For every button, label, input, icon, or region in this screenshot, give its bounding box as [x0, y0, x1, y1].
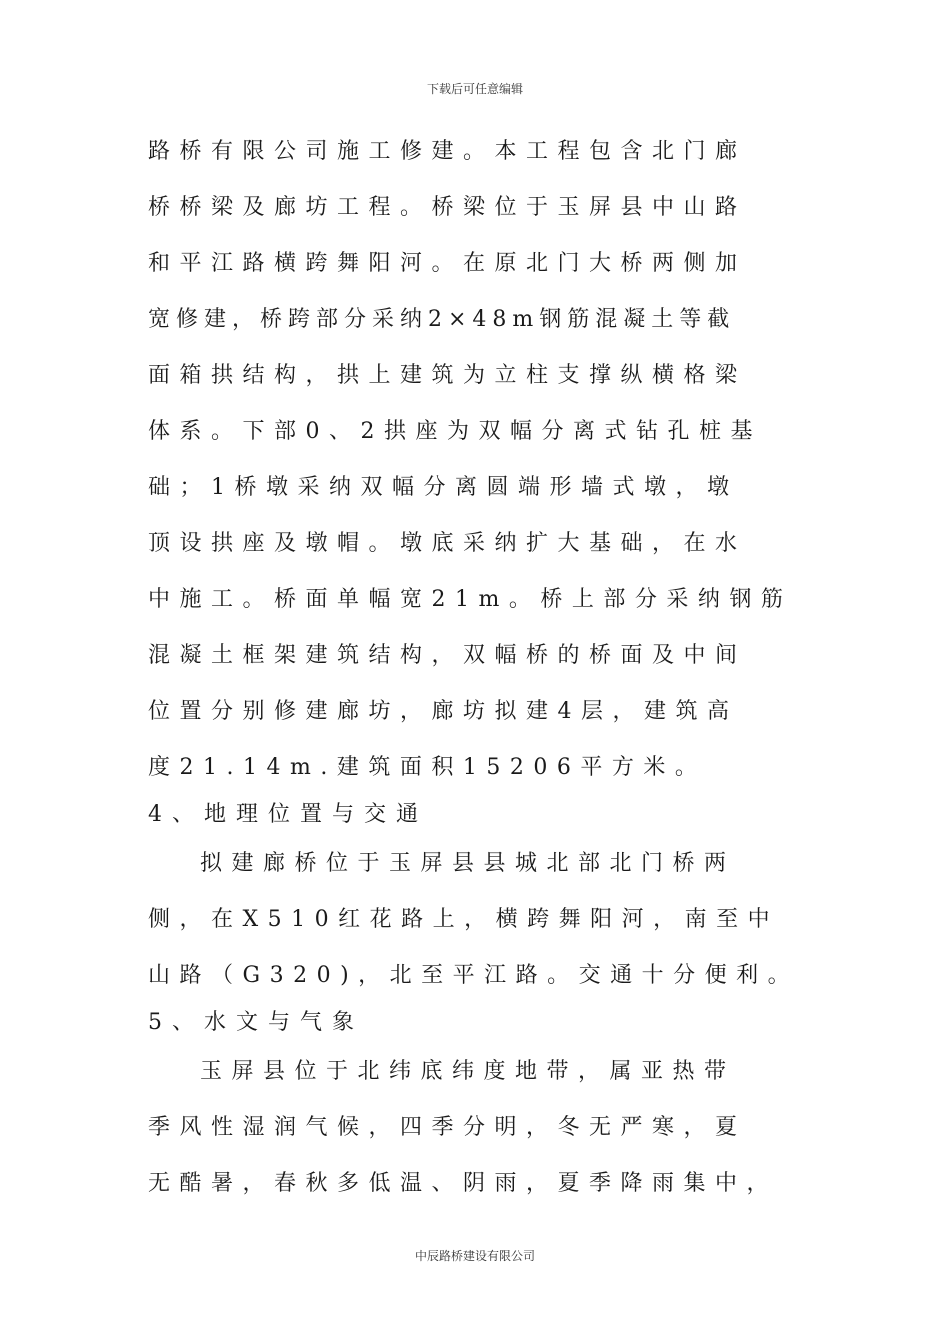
body-line: 玉屏县位于北纬底纬度地带，属亚热带 — [200, 1059, 736, 1084]
body-line: 位置分别修建廊坊，廊坊拟建4层，建筑高 — [148, 699, 739, 724]
body-line: 路桥有限公司施工修建。本工程包含北门廊 — [148, 139, 747, 164]
body-line: 季风性湿润气候，四季分明，冬无严寒，夏 — [148, 1115, 747, 1140]
page-footer: 中辰路桥建设有限公司 — [414, 1249, 535, 1263]
body-line: 拟建廊桥位于玉屏县县城北部北门桥两 — [200, 851, 736, 876]
body-line: 无酷暑，春秋多低温、阴雨，夏季降雨集中， — [148, 1171, 779, 1196]
body-line: 顶设拱座及墩帽。墩底采纳扩大基础，在水 — [148, 531, 747, 556]
body-line: 中施工。桥面单幅宽21m。桥上部分采纳钢筋 — [148, 587, 793, 612]
body-line: 和平江路横跨舞阳河。在原北门大桥两侧加 — [148, 251, 747, 276]
body-line: 宽修建，桥跨部分采纳2×48m钢筋混凝土等截 — [148, 307, 736, 332]
body-line: 度21.14m.建筑面积15206平方米。 — [148, 755, 707, 780]
body-line: 桥桥梁及廊坊工程。桥梁位于玉屏县中山路 — [148, 195, 747, 220]
body-line: 础；1桥墩采纳双幅分离圆端形墙式墩，墩 — [148, 475, 739, 500]
body-line: 侧，在X510红花路上，横跨舞阳河，南至中 — [148, 907, 780, 932]
body-line: 混凝土框架建筑结构，双幅桥的桥面及中间 — [148, 643, 747, 668]
section-heading-hydrology: 5、水文与气象 — [148, 1010, 364, 1035]
body-line: 山路（G320)，北至平江路。交通十分便利。 — [148, 963, 800, 988]
body-line: 面箱拱结构，拱上建筑为立柱支撑纵横格梁 — [148, 363, 747, 388]
page-header: 下载后可任意编辑 — [426, 82, 523, 96]
section-heading-location: 4、地理位置与交通 — [148, 802, 428, 827]
body-line: 体系。下部0、2拱座为双幅分离式钻孔桩基 — [148, 419, 762, 444]
